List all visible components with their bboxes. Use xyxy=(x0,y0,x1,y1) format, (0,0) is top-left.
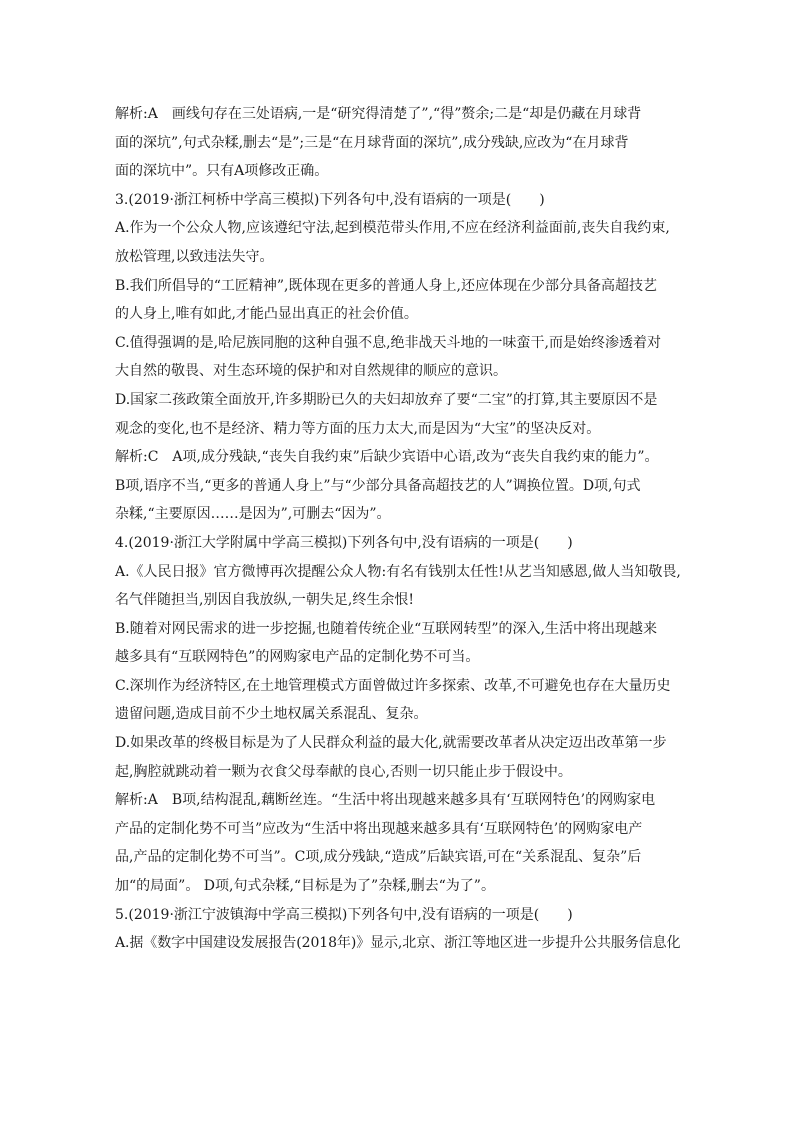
option-line: 越多具有“互联网特色”的网购家电产品的定制化势不可当。 xyxy=(115,649,480,666)
analysis-line: 品,产品的定制化势不可当”。C项,成分残缺,“造成”后缺宾语,可在“关系混乱、复杂”后 xyxy=(115,849,642,866)
option-line: 放松管理,以致违法失守。 xyxy=(115,248,274,265)
option-line: 观念的变化,也不是经济、精力等方面的压力太大,而是因为“大宝”的坚决反对。 xyxy=(115,420,601,437)
analysis-line: 解析:A B项,结构混乱,藕断丝连。“生活中将出现越来越多具有‘互联网特色’的网购家电 xyxy=(115,792,656,809)
option-line: 起,胸腔就跳动着一颗为衣食父母奉献的良心,否则一切只能止步于假设中。 xyxy=(115,763,572,780)
option-line: B.我们所倡导的“工匠精神”,既体现在更多的普通人身上,还应体现在少部分具备高超技艺 xyxy=(115,277,657,294)
option-line: C.值得强调的是,哈尼族同胞的这种自强不息,绝非战天斗地的一味蛮干,而是始终渗透着对 xyxy=(115,334,662,351)
option-line: 大自然的敬畏、对生态环境的保护和对自然规律的顺应的意识。 xyxy=(115,363,507,380)
option-line: B.随着对网民需求的进一步挖掘,也随着传统企业“互联网转型”的深入,生活中将出现越来 xyxy=(115,620,657,637)
text-line: 面的深坑”,句式杂糅,删去“是”;三是“在月球背面的深坑”,成分残缺,应改为“在月球背 xyxy=(115,134,629,151)
option-line: C.深圳作为经济特区,在土地管理模式方面曾做过许多探索、改革,不可避免也存在大量历史 xyxy=(115,677,671,694)
analysis-line: 加“的局面”。 D项,句式杂糅,“目标是为了”杂糅,删去“为了”。 xyxy=(115,878,495,895)
option-line: 遗留问题,造成目前不少土地权属关系混乱、复杂。 xyxy=(115,706,428,723)
question-header: 5.(2019·浙江宁波镇海中学高三模拟)下列各句中,没有语病的一项是( ) xyxy=(115,906,573,923)
document-page xyxy=(115,100,681,958)
text-line: 面的深坑中”。只有A项修改正确。 xyxy=(115,163,329,180)
option-line: A.作为一个公众人物,应该遵纪守法,起到模范带头作用,不应在经济利益面前,丧失自我约束, xyxy=(115,220,670,237)
analysis-line: 解析:C A项,成分残缺,“丧失自我约束”后缺少宾语中心语,改为“丧失自我约束的能力”。 xyxy=(115,449,659,466)
question-header: 3.(2019·浙江柯桥中学高三模拟)下列各句中,没有语病的一项是( ) xyxy=(115,191,545,208)
option-line: A.据《数字中国建设发展报告(2018年)》显示,北京、浙江等地区进一步提升公共服务信息化 xyxy=(115,935,681,952)
option-line: D.如果改革的终极目标是为了人民群众利益的最大化,就需要改革者从决定迈出改革第一步 xyxy=(115,735,667,752)
option-line: D.国家二孩政策全面放开,许多期盼已久的夫妇却放弃了要“二宝”的打算,其主要原因不是 xyxy=(115,391,658,408)
option-line: 名气伴随担当,别因自我放纵,一朝失足,终生余恨! xyxy=(115,592,414,609)
text-line: 解析:A 画线句存在三处语病,一是“研究得清楚了”,“得”赘余;二是“却是仍藏在月球背 xyxy=(115,106,642,122)
option-line: A.《人民日报》官方微博再次提醒公众人物:有名有钱别太任性!从艺当知感恩,做人当知敬畏, xyxy=(115,563,681,580)
analysis-line: 产品的定制化势不可当”应改为“生活中将出现越来越多具有‘互联网特色’的网购家电产 xyxy=(115,820,643,837)
question-header: 4.(2019·浙江大学附属中学高三模拟)下列各句中,没有语病的一项是( ) xyxy=(115,534,573,551)
option-line: 的人身上,唯有如此,才能凸显出真正的社会价值。 xyxy=(115,306,418,323)
analysis-line: 杂糅,“主要原因……是因为”,可删去“因为”。 xyxy=(115,506,391,523)
analysis-line: B项,语序不当,“更多的普通人身上”与“少部分具备高超技艺的人”调换位置。D项,句式 xyxy=(115,477,641,494)
